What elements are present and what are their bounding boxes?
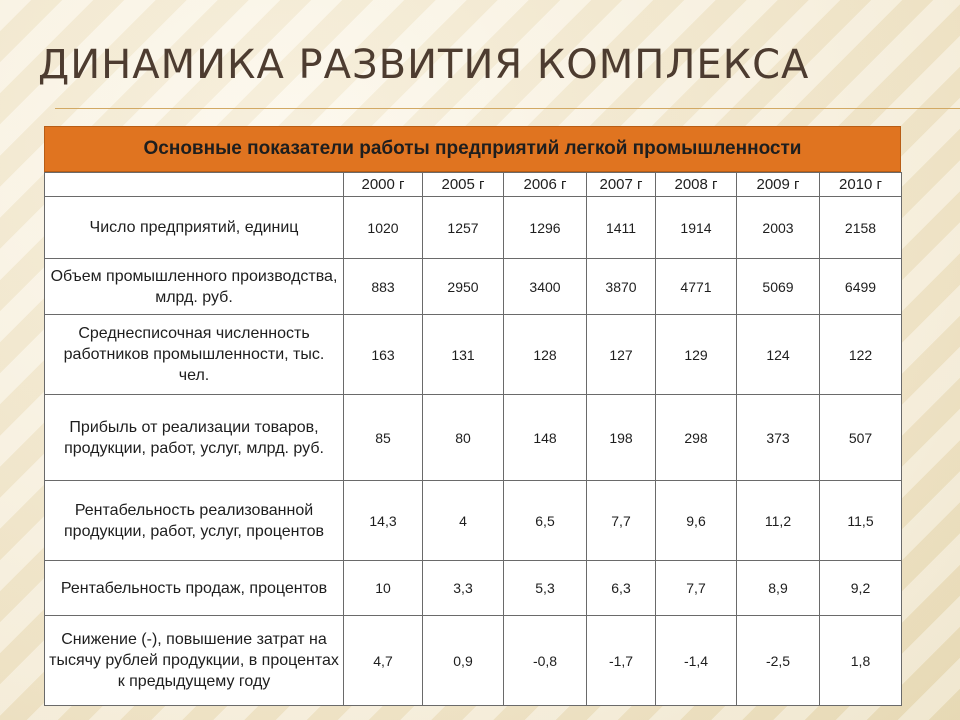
row-label: Число предприятий, единиц [45, 197, 344, 259]
column-header: 2005 г [423, 173, 504, 197]
table-cell: 4771 [656, 259, 737, 315]
table-cell: -1,4 [656, 616, 737, 706]
table-cell: 85 [344, 395, 423, 481]
row-label: Рентабельность продаж, процентов [45, 561, 344, 616]
table-row [45, 259, 902, 315]
table-cell: 127 [587, 315, 656, 395]
table-row [45, 395, 902, 481]
table-cell: 1020 [344, 197, 423, 259]
year-header-row [45, 173, 902, 197]
table-cell: 1914 [656, 197, 737, 259]
table-cell: 4,7 [344, 616, 423, 706]
slide-title: ДИНАМИКА РАЗВИТИЯ КОМПЛЕКСА [38, 42, 810, 88]
indicators-table-container [44, 126, 901, 706]
title-divider [55, 108, 960, 109]
table-cell: 3400 [504, 259, 587, 315]
column-header: 2008 г [656, 173, 737, 197]
table-cell: 198 [587, 395, 656, 481]
row-label: Среднесписочная численность работников промышленности, тыс. чел. [45, 315, 344, 395]
table-cell: 9,2 [820, 561, 902, 616]
table-cell: 129 [656, 315, 737, 395]
column-header: 2007 г [587, 173, 656, 197]
table-cell: 1257 [423, 197, 504, 259]
table-cell: 10 [344, 561, 423, 616]
row-label: Рентабельность реализованной продукции, работ, услуг, процентов [45, 481, 344, 561]
table-cell: 298 [656, 395, 737, 481]
column-header: 2006 г [504, 173, 587, 197]
table-cell: 2950 [423, 259, 504, 315]
table-cell: 6,5 [504, 481, 587, 561]
table-cell: 0,9 [423, 616, 504, 706]
table-row [45, 315, 902, 395]
table-cell: 3,3 [423, 561, 504, 616]
table-cell: 373 [737, 395, 820, 481]
table-cell: 5,3 [504, 561, 587, 616]
table-cell: 2003 [737, 197, 820, 259]
table-row [45, 616, 902, 706]
table-cell: 8,9 [737, 561, 820, 616]
indicators-table [44, 172, 902, 706]
table-cell: 122 [820, 315, 902, 395]
row-label: Объем промышленного производства, млрд. руб. [45, 259, 344, 315]
table-row [45, 197, 902, 259]
table-cell: 6,3 [587, 561, 656, 616]
table-cell: 128 [504, 315, 587, 395]
column-header: 2010 г [820, 173, 902, 197]
table-cell: 5069 [737, 259, 820, 315]
table-cell: 7,7 [656, 561, 737, 616]
row-label: Прибыль от реализации товаров, продукции, работ, услуг, млрд. руб. [45, 395, 344, 481]
table-cell: 1411 [587, 197, 656, 259]
table-cell: -1,7 [587, 616, 656, 706]
table-cell: 2158 [820, 197, 902, 259]
table-cell: 4 [423, 481, 504, 561]
table-cell: 11,5 [820, 481, 902, 561]
table-cell: 131 [423, 315, 504, 395]
table-cell: 11,2 [737, 481, 820, 561]
table-row [45, 481, 902, 561]
table-cell: 883 [344, 259, 423, 315]
table-cell: 9,6 [656, 481, 737, 561]
table-header: Основные показатели работы предприятий легкой промышленности [44, 126, 901, 172]
table-cell: 6499 [820, 259, 902, 315]
table-cell: 14,3 [344, 481, 423, 561]
table-cell: 1,8 [820, 616, 902, 706]
row-label: Снижение (-), повышение затрат на тысячу рублей продукции, в процентах к предыдущему году [45, 616, 344, 706]
table-cell: -2,5 [737, 616, 820, 706]
table-cell: 124 [737, 315, 820, 395]
table-cell: 507 [820, 395, 902, 481]
table-cell: 3870 [587, 259, 656, 315]
table-row [45, 561, 902, 616]
table-cell: 163 [344, 315, 423, 395]
table-cell: -0,8 [504, 616, 587, 706]
column-header: 2009 г [737, 173, 820, 197]
table-cell: 1296 [504, 197, 587, 259]
table-cell: 80 [423, 395, 504, 481]
column-header: 2000 г [344, 173, 423, 197]
column-header [45, 173, 344, 197]
table-cell: 148 [504, 395, 587, 481]
table-cell: 7,7 [587, 481, 656, 561]
